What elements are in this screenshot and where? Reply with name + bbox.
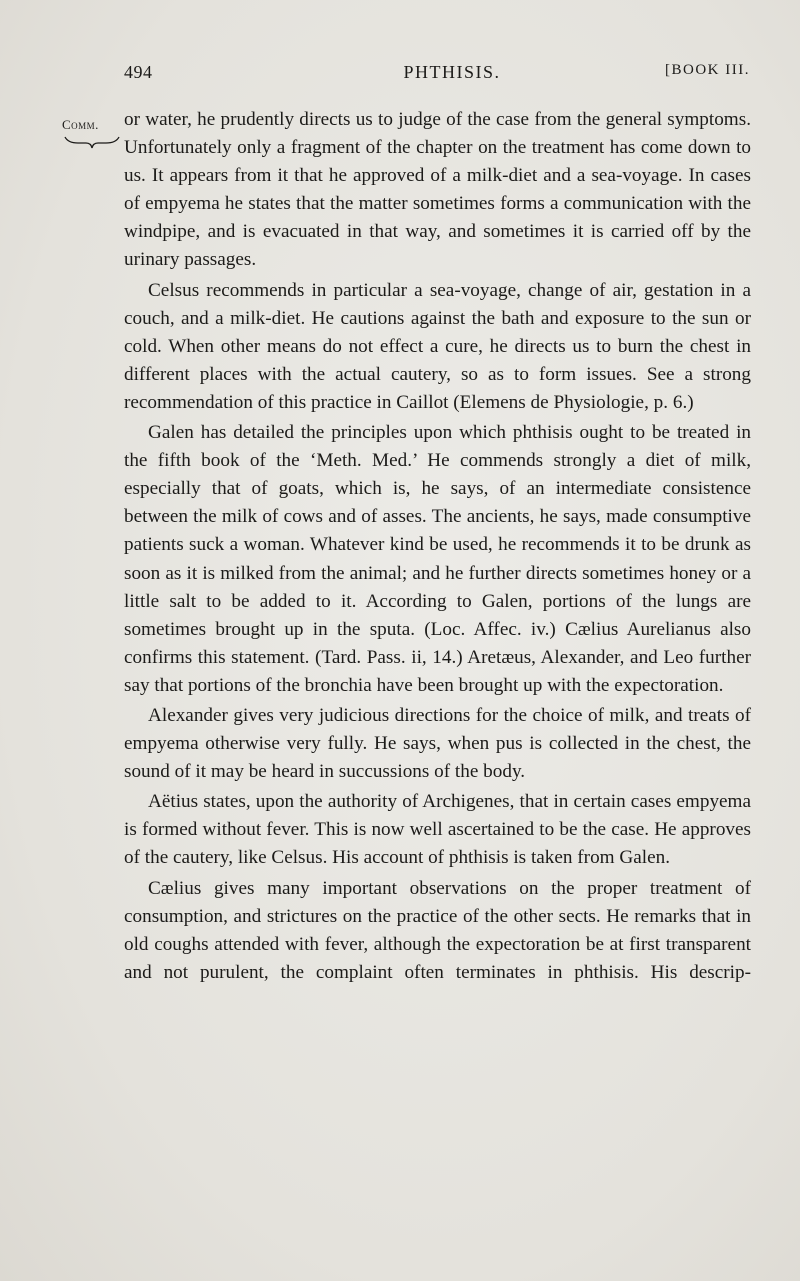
book-label: [BOOK III. [665, 62, 750, 78]
running-title: PHTHISIS. [403, 62, 501, 82]
margin-note: Comm. [62, 117, 99, 132]
paragraph-4: Alexander gives very judicious directions for the choice of milk, and treats of empyema otherwise very fully. He says, when pus is collected in the chest, the sound of it may be heard in succussions of the body. [124, 704, 751, 783]
page-number: 494 [124, 62, 153, 82]
paragraph-2: Celsus recommends in particular a sea-voyage, change of air, gestation in a couch, and a milk-diet. He cautions against the bath and exposure to the sun or cold. When other means do not effect a cure, he directs us to burn the chest in different places with the actual cautery, so as to form issues. See a strong recommendation of this practice in Caillot (Elemens de Physiologie, p. 6.) [124, 279, 751, 413]
paragraph-6: Cælius gives many important observations on the proper treatment of consumption, and strictures on the practice of the other sects. He remarks that in old coughs attended with fever, although the expectoration be at first transparent and not purulent, the complaint often terminates in phthisis. His descrip- [124, 877, 751, 983]
paragraph-5: Aëtius states, upon the authority of Archigenes, that in certain cases empyema is formed without fever. This is now well ascertained to be the case. He approves of the cautery, like Celsus. His account of phthisis is taken from Galen. [124, 791, 751, 869]
paragraph-1: or water, he prudently directs us to judge of the case from the general symptoms. Unfortunately only a fragment of the chapter on the treatment has come down to us. It appears from it that he approved of a milk-diet and a sea-voyage. In cases of empyema he states that the matter sometimes forms a communication with the windpipe, and is evacuated in that way, and sometimes it is carried off by the urinary passages. [124, 109, 751, 271]
margin-brace-icon [64, 135, 120, 149]
page-header [124, 62, 750, 88]
paragraph-3: Galen has detailed the principles upon which phthisis ought to be treated in the fifth book of the ‘Meth. Med.’ He commends strongly a diet of milk, especially that of goats, which is, he says, of an intermediate consistence between the milk of cows and of asses. The ancients, he says, made consumptive patients suck a woman. Whatever kind be used, he recommends it to be drunk as soon as it is milked from the animal; and he further directs sometimes honey or a little salt to be added to it. According to Galen, portions of the lungs are sometimes brought up in the sputa. (Loc. Affec. iv.) Cælius Aurelianus also confirms this statement. (Tard. Pass. ii, 14.) Aretæus, Alexander, and Leo further say that portions of the bronchia have been brought up with the expectoration. [124, 422, 751, 696]
body-text [124, 106, 751, 989]
